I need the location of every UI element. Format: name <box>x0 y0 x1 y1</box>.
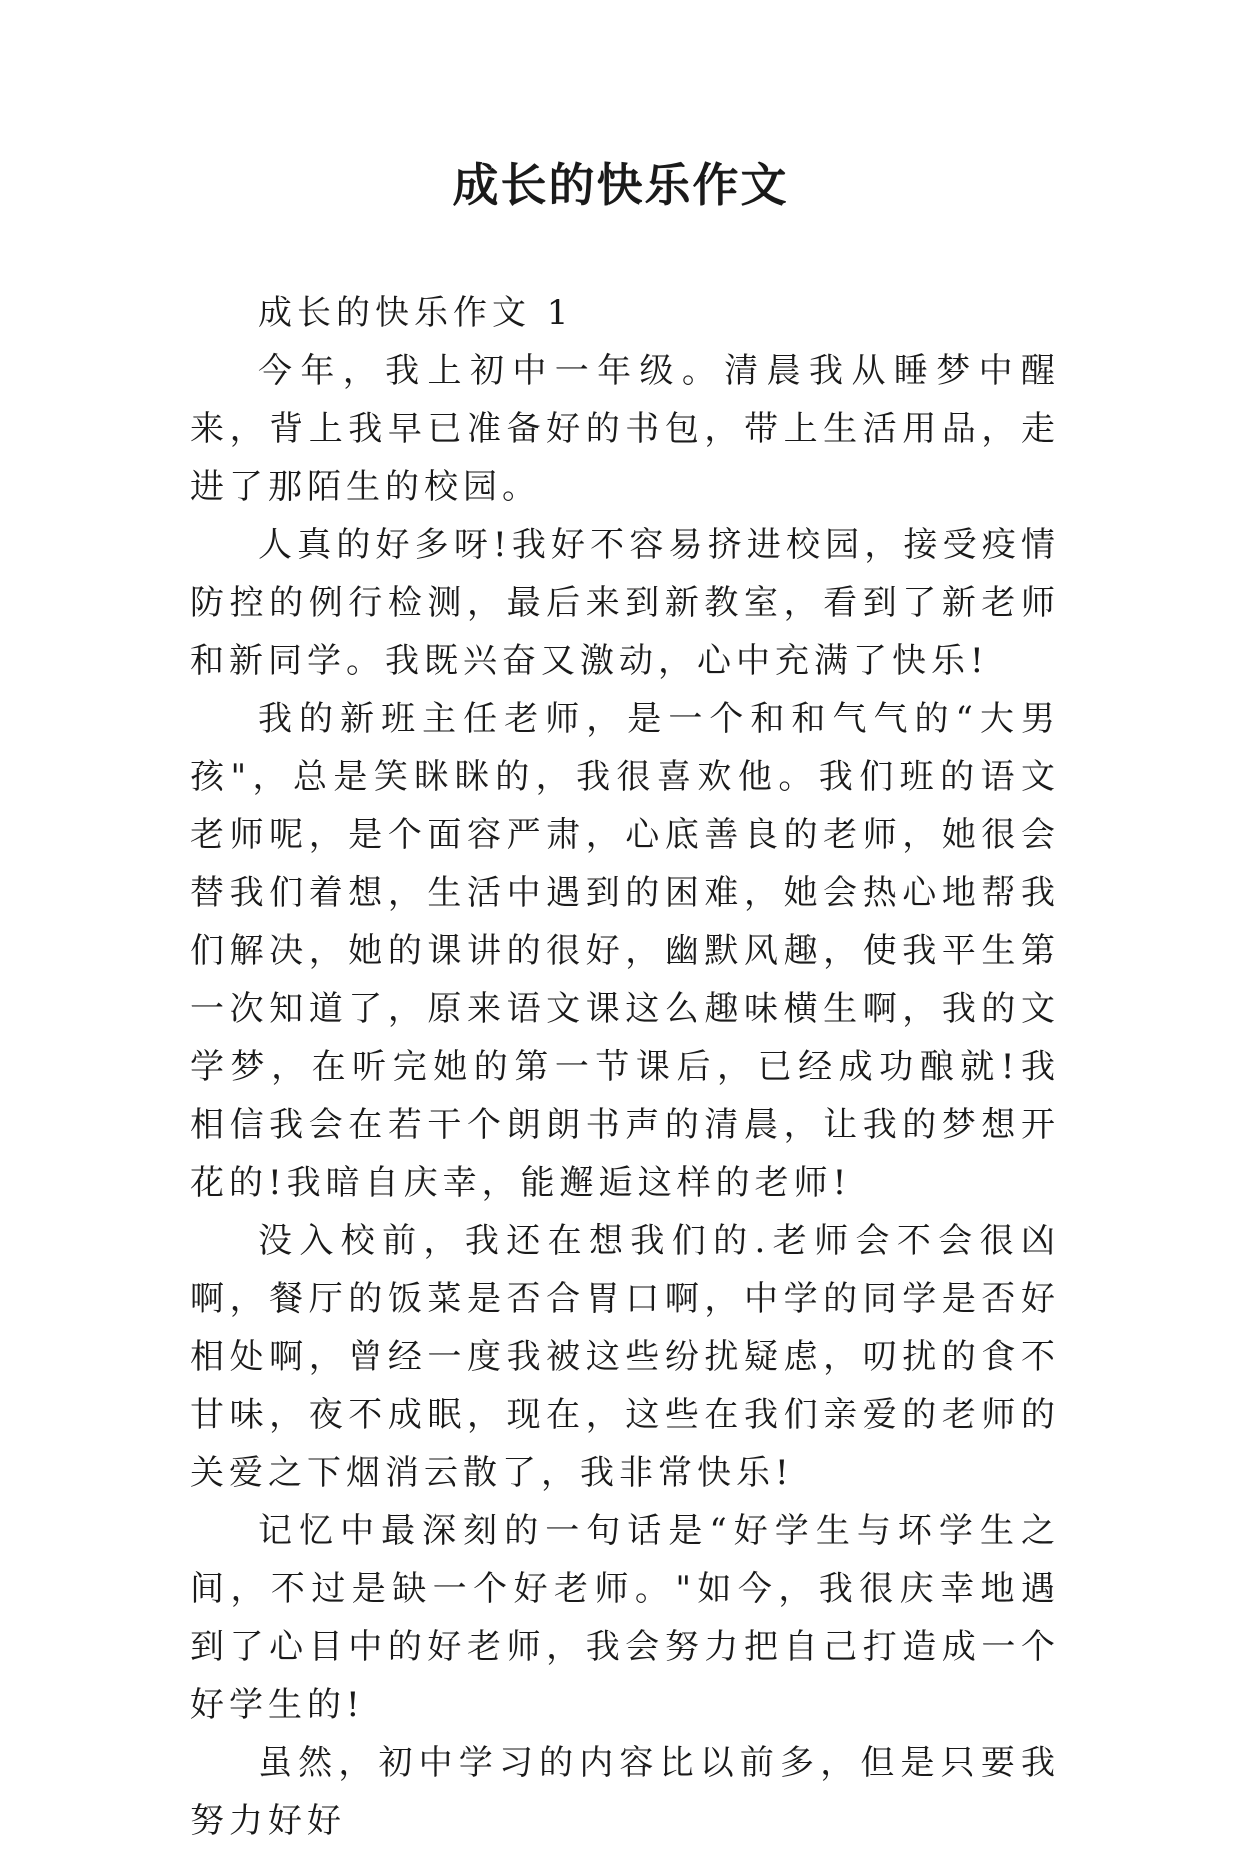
paragraph: 记忆中最深刻的一句话是“好学生与坏学生之间，不过是缺一个好老师。"如今，我很庆幸地遇到了心目中的好老师，我会努力把自己打造成一个好学生的! <box>190 1511 1060 1725</box>
paragraph: 人真的好多呀!我好不容易挤进校园，接受疫情防控的例行检测，最后来到新教室，看到了新老师和新同学。我既兴奋又激动，心中充满了快乐! <box>190 525 1060 681</box>
paragraph: 没入校前，我还在想我们的.老师会不会很凶啊，餐厅的饭菜是否合胃口啊，中学的同学是否好相处啊，曾经一度我被这些纷扰疑虑，叨扰的食不甘味，夜不成眠，现在，这些在我们亲爱的老师的关爱之下烟消云散了，我非常快乐! <box>190 1221 1060 1493</box>
document-title: 成长的快乐作文 <box>452 158 789 212</box>
document-body <box>190 284 1060 1850</box>
paragraph: 我的新班主任老师，是一个和和气气的“大男孩"，总是笑眯眯的，我很喜欢他。我们班的语文老师呢，是个面容严肃，心底善良的老师，她很会替我们着想，生活中遇到的困难，她会热心地帮我们解决，她的课讲的很好，幽默风趣，使我平生第一次知道了，原来语文课这么趣味横生啊，我的文学梦，在听完她的第一节课后，已经成功酿就!我相信我会在若干个朗朗书声的清晨，让我的梦想开花的!我暗自庆幸，能邂逅这样的老师! <box>190 699 1060 1203</box>
paragraph: 今年，我上初中一年级。清晨我从睡梦中醒来，背上我早已准备好的书包，带上生活用品，走进了那陌生的校园。 <box>190 351 1060 507</box>
paragraph: 虽然，初中学习的内容比以前多，但是只要我努力好好 <box>190 1743 1060 1841</box>
paragraph-heading: 成长的快乐作文 1 <box>258 293 574 333</box>
